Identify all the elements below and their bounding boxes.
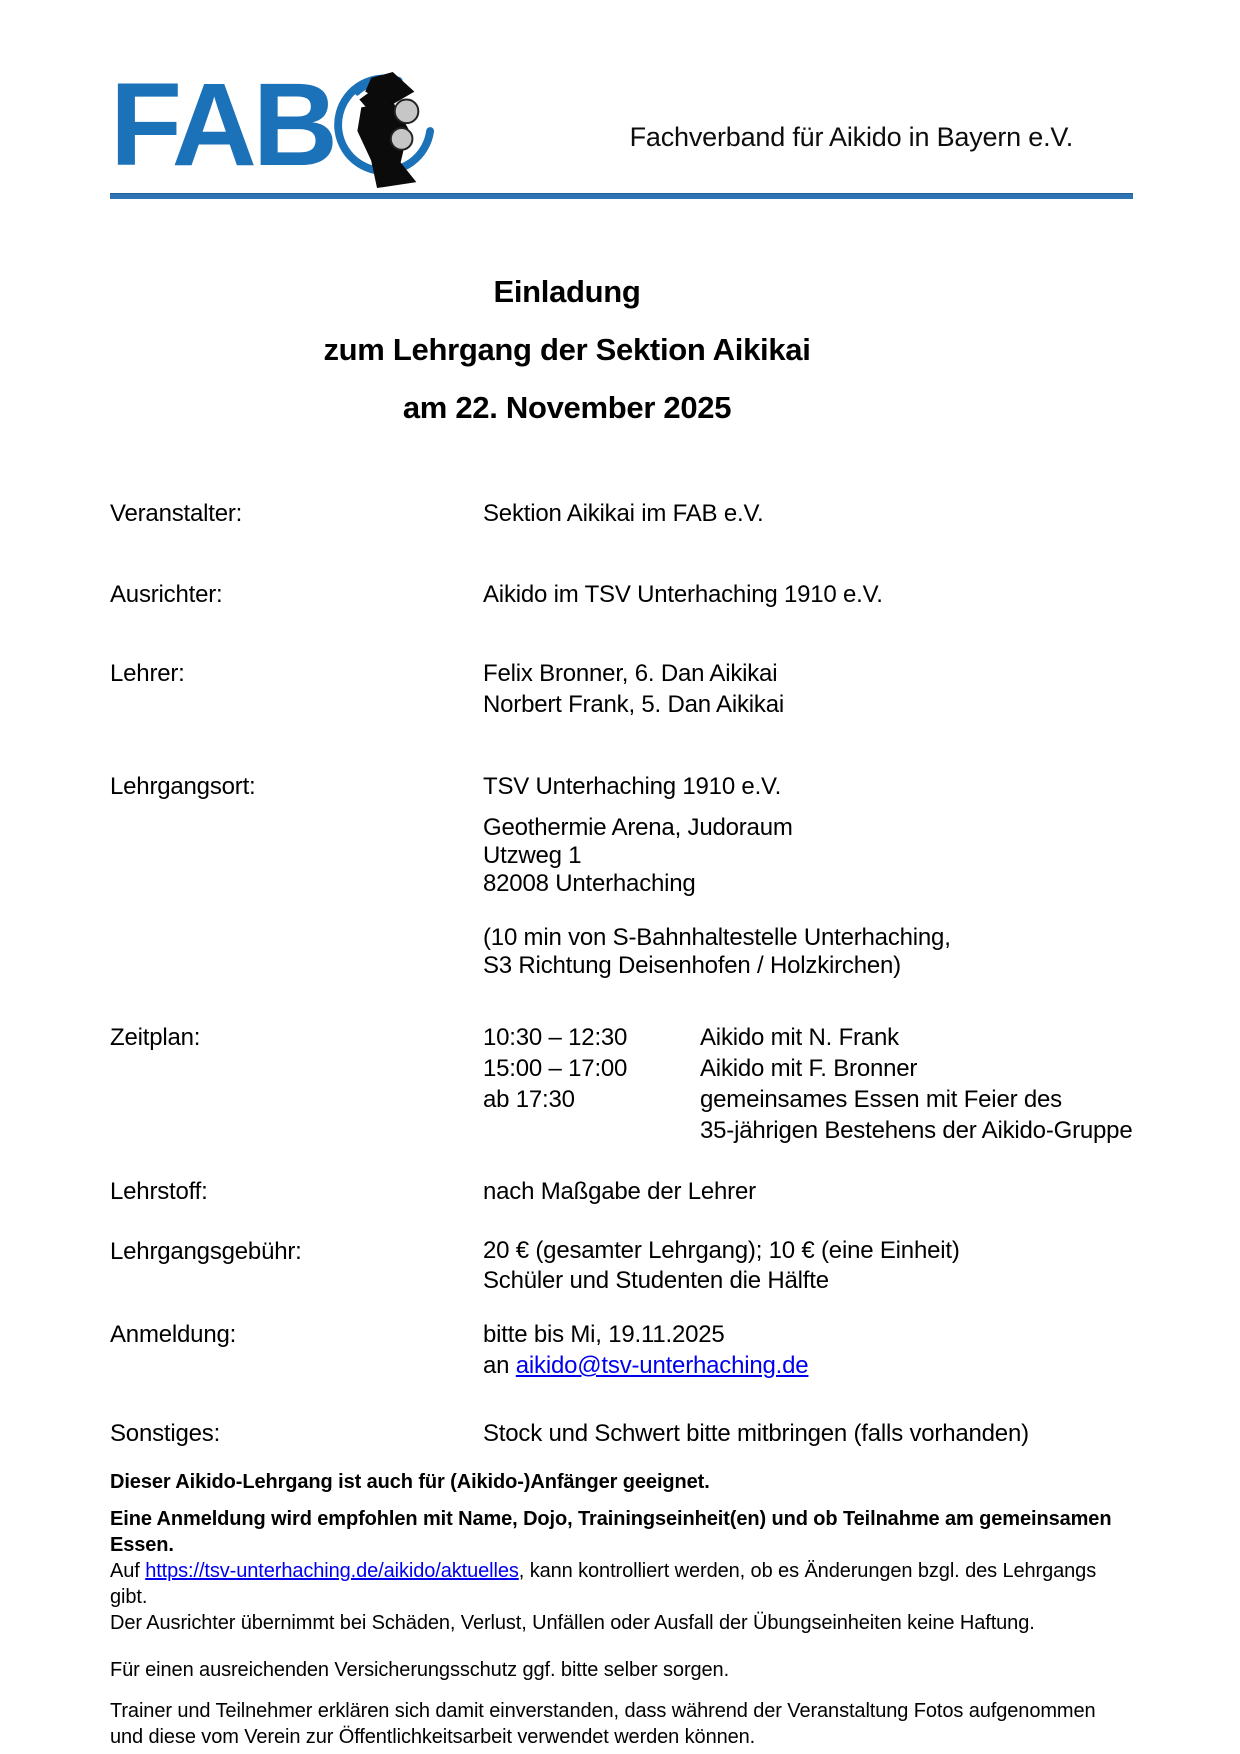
transit-note-line-1: (10 min von S-Bahnhaltestelle Unterhaching, (483, 924, 951, 951)
fab-logo (110, 59, 438, 191)
lehrer-value (483, 658, 784, 720)
anmeldung-value (483, 1319, 808, 1381)
schedule-row (483, 1084, 1132, 1115)
org-name: Fachverband für Aikido in Bayern e.V. (629, 122, 1073, 152)
sonstiges-value: Stock und Schwert bitte mitbringen (falls vorhanden) (483, 1420, 1029, 1447)
row-veranstalter (110, 498, 1133, 529)
note-website-suffix: , kann kontrolliert werden, ob es Änderungen bzgl. des Lehrgangs gibt. (110, 1560, 1097, 1608)
header-divider-rule (110, 193, 1133, 199)
note-liability: Der Ausrichter übernimmt bei Schäden, Verlust, Unfällen oder Ausfall der Übungseinheiten keine Haftung. (110, 1612, 1035, 1634)
title-line-3: am 22. November 2025 (402, 390, 732, 425)
row-anmeldung (110, 1319, 1133, 1381)
document-header (110, 59, 1133, 193)
transit-note-line-2: S3 Richtung Deisenhofen / Holzkirchen) (483, 952, 901, 979)
note-photos: Trainer und Teilnehmer erklären sich damit einverstanden, dass während der Veranstaltung Fotos aufgenommen und diese vom Verein zur Öffentlichkeitsarbeit verwendet werden können. (110, 1700, 1096, 1748)
note-insurance: Für einen ausreichenden Versicherungsschutz ggf. bitte selber sorgen. (110, 1659, 730, 1681)
anmeldung-contact-prefix: an (483, 1352, 516, 1379)
anmeldung-label: Anmeldung: (110, 1321, 237, 1348)
schedule-time: 10:30 – 12:30 (483, 1024, 628, 1051)
note-website-prefix: Auf (110, 1560, 146, 1582)
zeitplan-label: Zeitplan: (110, 1024, 201, 1051)
gebuehr-line-2: Schüler und Studenten die Hälfte (483, 1267, 829, 1294)
row-sonstiges (110, 1418, 1133, 1449)
gebuehr-line-1: 20 € (gesamter Lehrgang); 10 € (eine Einheit) (483, 1237, 960, 1264)
invitation-title (110, 276, 1024, 424)
row-lehrgangsgebuehr (110, 1236, 1133, 1296)
detail-rows (110, 498, 1133, 1449)
title-line-2: zum Lehrgang der Sektion Aikikai (323, 332, 811, 367)
row-lehrstoff (110, 1176, 1133, 1207)
website-link[interactable]: https://tsv-unterhaching.de/aikido/aktuelles (145, 1560, 519, 1582)
schedule-activity: 35-jährigen Bestehens der Aikido-Gruppe (700, 1117, 1133, 1144)
venue-address (483, 814, 951, 898)
row-lehrgangsort (110, 771, 1133, 980)
venue-name: TSV Unterhaching 1910 e.V. (483, 773, 782, 800)
schedule-activity: gemeinsames Essen mit Feier des (700, 1086, 1062, 1113)
ausrichter-label: Ausrichter: (110, 581, 223, 608)
venue-hall: Geothermie Arena, Judoraum (483, 814, 793, 841)
venue-city: 82008 Unterhaching (483, 870, 696, 897)
anmeldung-contact (483, 1350, 808, 1381)
aikido-throw-figures-icon (320, 72, 438, 190)
venue-street: Utzweg 1 (483, 842, 582, 869)
fab-logo-text: FAB (110, 59, 334, 191)
anmeldung-deadline: bitte bis Mi, 19.11.2025 (483, 1321, 725, 1348)
footer-notes (110, 1469, 1133, 1750)
row-zeitplan (110, 1022, 1133, 1146)
veranstalter-label: Veranstalter: (110, 500, 243, 527)
sonstiges-label: Sonstiges: (110, 1420, 221, 1447)
lehrgangsort-label: Lehrgangsort: (110, 773, 256, 800)
schedule-row (483, 1115, 1132, 1146)
row-ausrichter (110, 579, 1133, 610)
lehrer-label: Lehrer: (110, 660, 185, 687)
schedule-time: ab 17:30 (483, 1086, 575, 1113)
lehrer-line-1: Felix Bronner, 6. Dan Aikikai (483, 660, 778, 687)
note-registration (110, 1506, 1133, 1636)
email-link[interactable]: aikido@tsv-unterhaching.de (515, 1352, 809, 1379)
note-beginners: Dieser Aikido-Lehrgang ist auch für (Aikido-)Anfänger geeignet. (110, 1471, 710, 1493)
lehrstoff-label: Lehrstoff: (110, 1178, 208, 1205)
lehrgangsort-value (483, 771, 951, 980)
schedule-time (483, 1115, 700, 1146)
lehrstoff-value: nach Maßgabe der Lehrer (483, 1178, 756, 1205)
gebuehr-value (483, 1236, 960, 1296)
title-line-1: Einladung (493, 274, 641, 309)
ausrichter-value: Aikido im TSV Unterhaching 1910 e.V. (483, 581, 883, 608)
schedule-activity: Aikido mit F. Bronner (700, 1055, 918, 1082)
zeitplan-value (483, 1022, 1132, 1146)
row-lehrer (110, 658, 1133, 720)
schedule-row (483, 1022, 1132, 1053)
schedule-time: 15:00 – 17:00 (483, 1055, 628, 1082)
note-registration-bold: Eine Anmeldung wird empfohlen mit Name, Dojo, Trainingseinheit(en) und ob Teilnahme am gemeinsamen Essen. (110, 1508, 1112, 1556)
venue-transit-note (483, 924, 951, 980)
lehrer-line-2: Norbert Frank, 5. Dan Aikikai (483, 691, 784, 718)
gebuehr-label: Lehrgangsgebühr: (110, 1238, 302, 1265)
schedule-activity: Aikido mit N. Frank (700, 1024, 899, 1051)
veranstalter-value: Sektion Aikikai im FAB e.V. (483, 500, 764, 527)
schedule-row (483, 1053, 1132, 1084)
